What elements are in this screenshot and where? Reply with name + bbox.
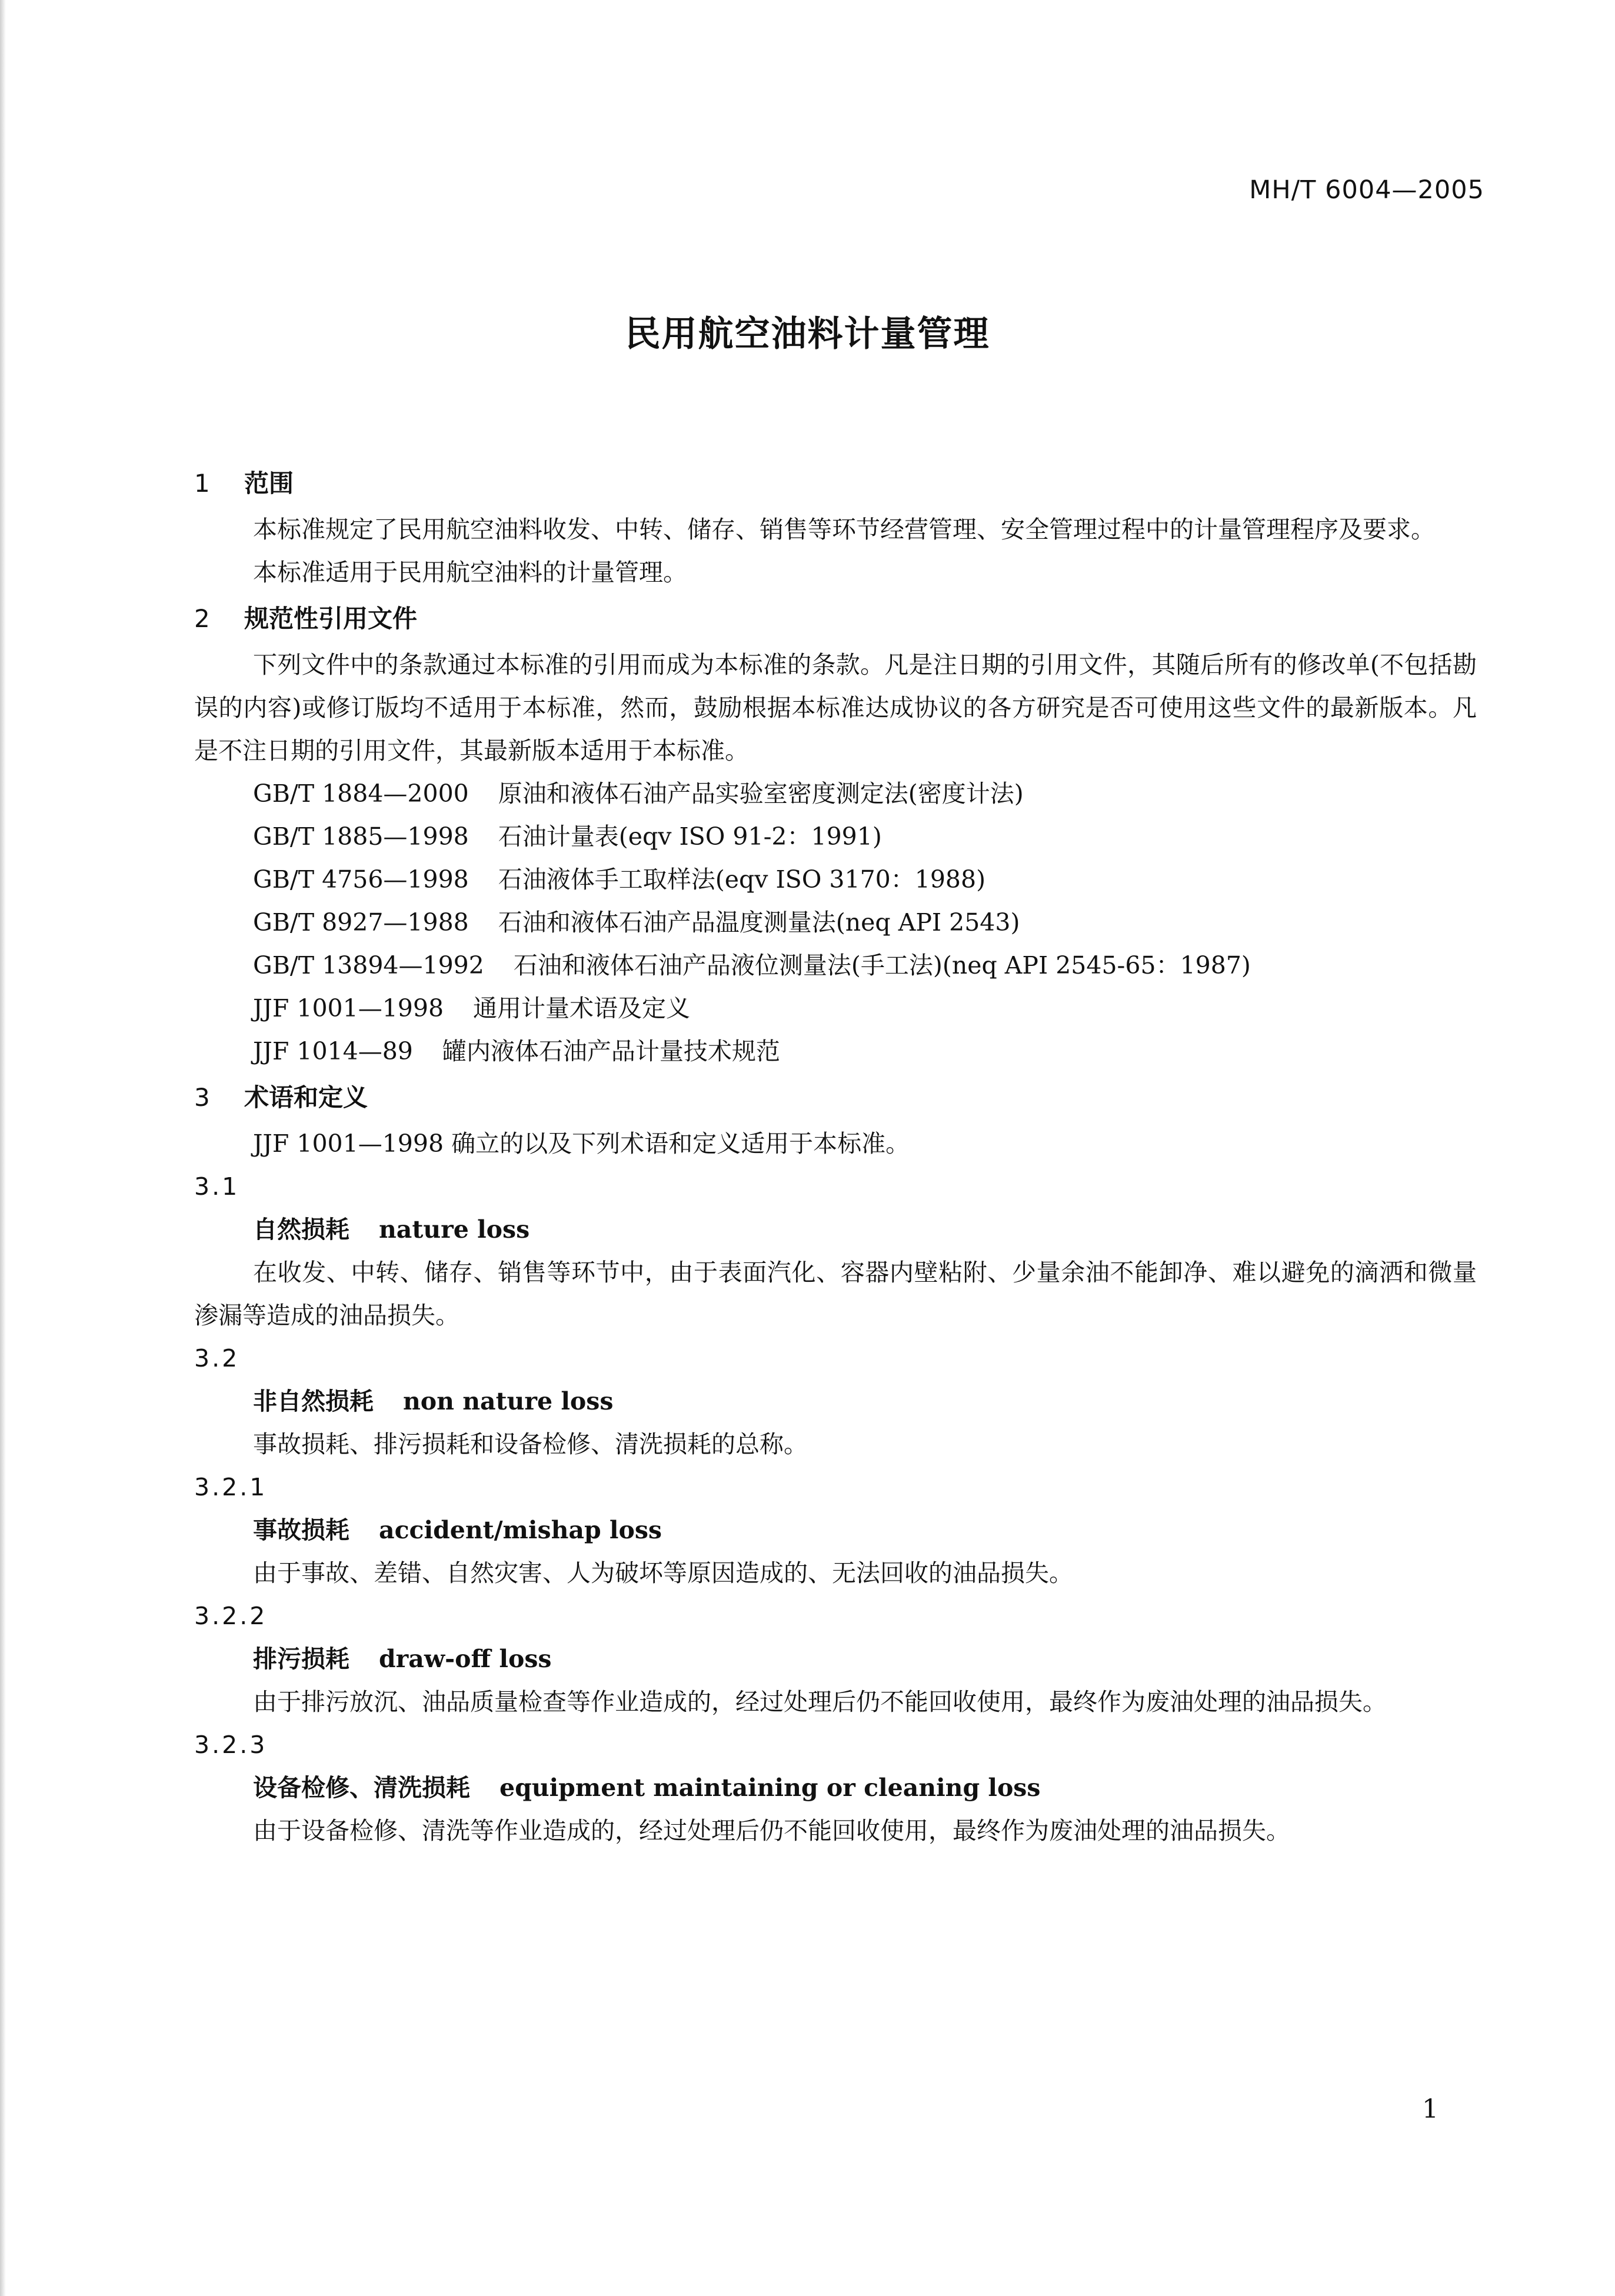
- document-code: MH/T 6004—2005: [1249, 175, 1484, 205]
- section-heading-scope: [194, 462, 1477, 505]
- reference-code: GB/T 8927—1988: [253, 908, 469, 937]
- reference-code: GB/T 13894—1992: [253, 951, 484, 979]
- term-en: non nature loss: [403, 1387, 614, 1415]
- term-definition: 由于设备检修、清洗等作业造成的，经过处理后仍不能回收使用，最终作为废油处理的油品损失。: [253, 1817, 1290, 1845]
- term-heading: [194, 1767, 1477, 1810]
- term-heading: [194, 1380, 1477, 1423]
- term-zh: 自然损耗: [253, 1215, 349, 1244]
- reference-item: [194, 772, 1477, 815]
- clause-number: 3.2.3: [194, 1731, 268, 1759]
- reference-item: [194, 858, 1477, 901]
- reference-code: JJF 1001—1998: [253, 994, 444, 1022]
- reference-item: [194, 987, 1477, 1030]
- paragraph: 下列文件中的条款通过本标准的引用而成为本标准的条款。凡是注日期的引用文件，其随后所有的修改单(不包括勘误的内容)或修订版均不适用于本标准，然而，鼓励根据本标准达成协议的各方研究是否可使用这些文件的最新版本。凡是不注日期的引用文件，其最新版本适用于本标准。: [194, 651, 1477, 765]
- reference-title: 石油和液体石油产品温度测量法(neq API 2543): [498, 908, 1020, 937]
- reference-code: JJF 1014—89: [253, 1037, 413, 1065]
- term-zh: 排污损耗: [253, 1645, 349, 1673]
- section-heading-references: [194, 598, 1477, 640]
- reference-item: [194, 901, 1477, 944]
- paragraph: JJF 1001—1998 确立的以及下列术语和定义适用于本标准。: [253, 1129, 910, 1158]
- clause-number: 3.2.2: [194, 1602, 268, 1630]
- term-definition: 由于排污放沉、油品质量检查等作业造成的，经过处理后仍不能回收使用，最终作为废油处理的油品损失。: [253, 1688, 1387, 1716]
- section-title: 规范性引用文件: [244, 604, 418, 633]
- clause-number: 3.2.1: [194, 1473, 268, 1501]
- reference-title: 石油和液体石油产品液位测量法(手工法)(neq API 2545-65：1987): [513, 951, 1251, 979]
- term-en: nature loss: [379, 1215, 530, 1244]
- reference-title: 原油和液体石油产品实验室密度测定法(密度计法): [498, 779, 1024, 808]
- term-heading: [194, 1509, 1477, 1552]
- reference-title: 石油液体手工取样法(eqv ISO 3170：1988): [498, 865, 986, 894]
- reference-title: 通用计量术语及定义: [473, 994, 691, 1022]
- term-definition: 由于事故、差错、自然灾害、人为破坏等原因造成的、无法回收的油品损失。: [253, 1559, 1073, 1587]
- clause-number: 3.2: [194, 1344, 240, 1372]
- reference-code: GB/T 4756—1998: [253, 865, 469, 894]
- term-heading: [194, 1638, 1477, 1681]
- section-title: 术语和定义: [244, 1083, 368, 1112]
- paragraph: 本标准规定了民用航空油料收发、中转、储存、销售等环节经营管理、安全管理过程中的计量管理程序及要求。: [253, 515, 1435, 544]
- term-heading: [194, 1208, 1477, 1251]
- reference-title: 罐内液体石油产品计量技术规范: [442, 1037, 780, 1065]
- term-zh: 设备检修、清洗损耗: [253, 1774, 470, 1802]
- term-definition: 事故损耗、排污损耗和设备检修、清洗损耗的总称。: [253, 1430, 808, 1458]
- document-body: [194, 459, 1477, 1852]
- reference-code: GB/T 1885—1998: [253, 822, 469, 851]
- term-zh: 非自然损耗: [253, 1387, 374, 1415]
- reference-item: [194, 944, 1477, 987]
- term-zh: 事故损耗: [253, 1516, 349, 1544]
- page-number: 1: [1422, 2094, 1438, 2124]
- paragraph: 本标准适用于民用航空油料的计量管理。: [253, 558, 687, 587]
- term-en: equipment maintaining or cleaning loss: [500, 1774, 1041, 1802]
- term-definition: 在收发、中转、储存、销售等环节中，由于表面汽化、容器内壁粘附、少量余油不能卸净、难以避免的滴洒和微量渗漏等造成的油品损失。: [194, 1258, 1477, 1329]
- reference-item: [194, 1030, 1477, 1073]
- term-en: accident/mishap loss: [379, 1516, 662, 1544]
- reference-item: [194, 815, 1477, 858]
- section-heading-terms: [194, 1077, 1477, 1119]
- reference-title: 石油计量表(eqv ISO 91-2：1991): [498, 822, 882, 851]
- term-en: draw-off loss: [379, 1645, 552, 1673]
- reference-code: GB/T 1884—2000: [253, 779, 469, 808]
- section-number: 1: [194, 469, 210, 498]
- section-number: 2: [194, 604, 210, 633]
- section-number: 3: [194, 1083, 210, 1112]
- clause-number: 3.1: [194, 1172, 240, 1201]
- section-title: 范围: [244, 469, 294, 498]
- document-title: 民用航空油料计量管理: [625, 314, 990, 355]
